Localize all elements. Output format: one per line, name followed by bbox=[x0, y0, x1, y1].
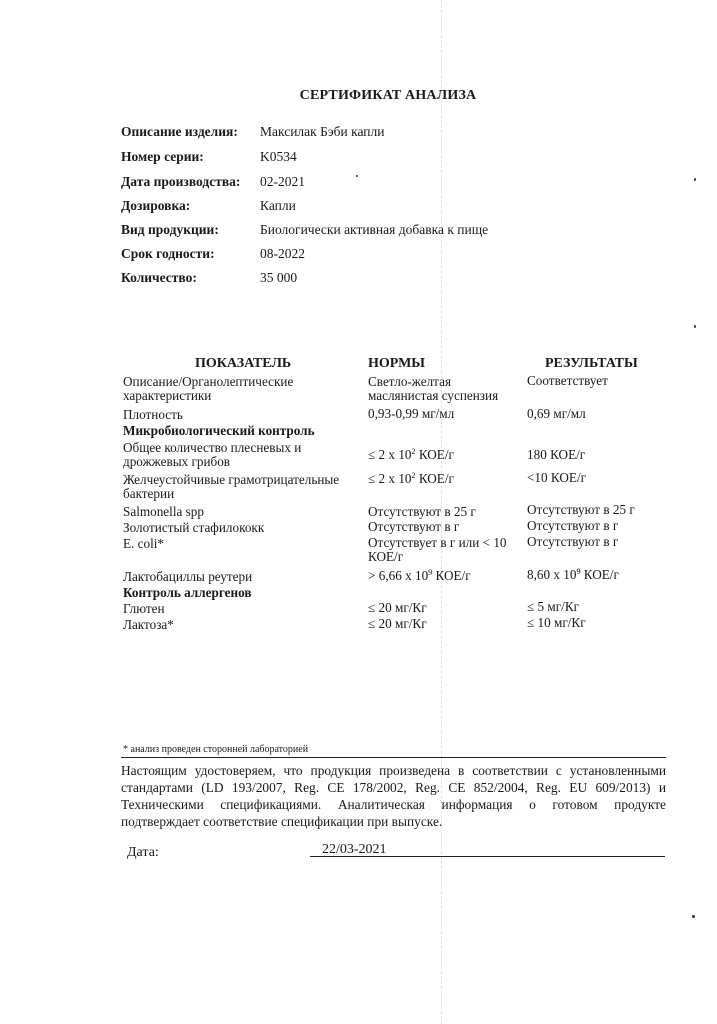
indicator-cell: Лактоза* bbox=[123, 617, 174, 632]
indicator-cell: Золотистый стафилококк bbox=[123, 520, 265, 535]
detail-value: Максилак Бэби капли bbox=[260, 124, 385, 139]
date-label: Дата: bbox=[127, 845, 159, 860]
certification-statement: Настоящим удостоверяем, что продукция произведена в соответствии с установленными стандартами (LD 193/2007, Reg. CE 178/2002, Reg. CE 852/2004, Reg. EU 609/2013) и Техническими спецификациями. Аналитическая информация о готовом продукте подтверждает соответствие спецификации при выпуске. bbox=[121, 763, 666, 829]
detail-value: 35 000 bbox=[260, 270, 298, 285]
result-cell: Соответствует bbox=[527, 373, 608, 388]
norm-unit: КОЕ/г bbox=[415, 447, 454, 462]
result-cell: 180 КОЕ/г bbox=[527, 447, 586, 462]
norm-cell: ≤ 20 мг/Кг bbox=[368, 600, 427, 615]
detail-label: Количество: bbox=[121, 270, 197, 285]
result-unit: КОЕ/г bbox=[580, 567, 619, 582]
norm-line: КОЕ/г bbox=[368, 549, 404, 564]
header-results: РЕЗУЛЬТАТЫ bbox=[545, 356, 638, 371]
indicator-cell: Salmonella spp bbox=[123, 504, 204, 519]
norm-line: Светло-желтая bbox=[368, 374, 452, 389]
norm-text: > 6,66 x 10 bbox=[368, 568, 429, 583]
norm-cell: 0,93-0,99 мг/мл bbox=[368, 406, 455, 421]
indicator-line: Описание/Органолептические bbox=[123, 374, 294, 389]
norm-cell bbox=[368, 448, 523, 462]
detail-label: Номер серии: bbox=[121, 149, 204, 164]
scan-speck bbox=[694, 325, 696, 328]
result-text: 8,60 x 10 bbox=[527, 567, 577, 582]
result-cell: ≤ 5 мг/Кг bbox=[527, 599, 580, 614]
scan-speck bbox=[356, 175, 358, 177]
detail-label: Срок годности: bbox=[121, 246, 215, 261]
detail-value: K0534 bbox=[260, 149, 297, 164]
detail-value: Капли bbox=[260, 198, 296, 213]
indicator-cell: Глютен bbox=[123, 601, 165, 616]
detail-value: 08-2022 bbox=[260, 246, 305, 261]
detail-value: Биологически активная добавка к пище bbox=[260, 222, 489, 237]
header-indicator: ПОКАЗАТЕЛЬ bbox=[195, 356, 292, 371]
norm-cell bbox=[368, 375, 523, 403]
indicator-line: характеристики bbox=[123, 388, 212, 403]
date-underline bbox=[310, 856, 665, 857]
detail-label: Описание изделия: bbox=[121, 124, 238, 139]
norm-unit: КОЕ/г bbox=[415, 471, 454, 486]
norm-exponent: 2 bbox=[411, 447, 416, 456]
date-value: 22/03-2021 bbox=[322, 842, 387, 857]
norm-cell bbox=[368, 472, 523, 486]
section-heading-micro: Микробиологический контроль bbox=[123, 423, 315, 438]
result-cell: ≤ 10 мг/Кг bbox=[527, 615, 586, 630]
detail-label: Дата производства: bbox=[121, 174, 241, 189]
indicator-cell bbox=[123, 441, 363, 469]
indicator-cell bbox=[123, 375, 363, 403]
indicator-line: бактерии bbox=[123, 486, 175, 501]
indicator-cell bbox=[123, 473, 363, 501]
norm-line: Отсутствует в г или < 10 bbox=[368, 535, 507, 550]
norm-unit: КОЕ/г bbox=[432, 568, 471, 583]
norm-cell: Отсутствуют в г bbox=[368, 519, 460, 534]
result-cell: Отсутствуют в г bbox=[527, 518, 619, 533]
result-cell: Отсутствуют в 25 г bbox=[527, 502, 635, 517]
norm-cell bbox=[368, 569, 523, 583]
document-title: СЕРТИФИКАТ АНАЛИЗА bbox=[299, 88, 477, 103]
norm-text: ≤ 2 x 10 bbox=[368, 471, 412, 486]
scan-speck bbox=[692, 915, 695, 918]
detail-value: 02-2021 bbox=[260, 174, 305, 189]
result-cell: Отсутствуют в г bbox=[527, 534, 619, 549]
result-exponent: 9 bbox=[576, 567, 581, 576]
norm-cell: ≤ 20 мг/Кг bbox=[368, 616, 427, 631]
norm-text: ≤ 2 x 10 bbox=[368, 447, 412, 462]
footnote: * анализ проведен сторонней лабораторией bbox=[123, 744, 309, 755]
norm-cell: Отсутствуют в 25 г bbox=[368, 504, 476, 519]
result-cell: <10 КОЕ/г bbox=[527, 470, 587, 485]
indicator-cell: E. coli* bbox=[123, 536, 165, 551]
norm-exponent: 2 bbox=[411, 471, 416, 480]
detail-label: Вид продукции: bbox=[121, 222, 219, 237]
section-heading-allergens: Контроль аллергенов bbox=[123, 585, 252, 600]
indicator-line: Общее количество плесневых и bbox=[123, 440, 302, 455]
indicator-cell: Лактобациллы реутери bbox=[123, 569, 253, 584]
divider-line bbox=[121, 757, 666, 758]
indicator-line: Желчеустойчивые грамотрицательные bbox=[123, 472, 340, 487]
norm-line: маслянистая суспензия bbox=[368, 388, 499, 403]
norm-exponent: 9 bbox=[428, 568, 433, 577]
result-cell: 0,69 мг/мл bbox=[527, 406, 586, 421]
result-cell bbox=[527, 568, 687, 582]
header-norms: НОРМЫ bbox=[368, 356, 426, 371]
detail-label: Дозировка: bbox=[121, 198, 191, 213]
indicator-line: дрожжевых грибов bbox=[123, 454, 231, 469]
scan-speck bbox=[694, 178, 696, 181]
indicator-cell: Плотность bbox=[123, 407, 183, 422]
norm-cell bbox=[368, 536, 523, 564]
